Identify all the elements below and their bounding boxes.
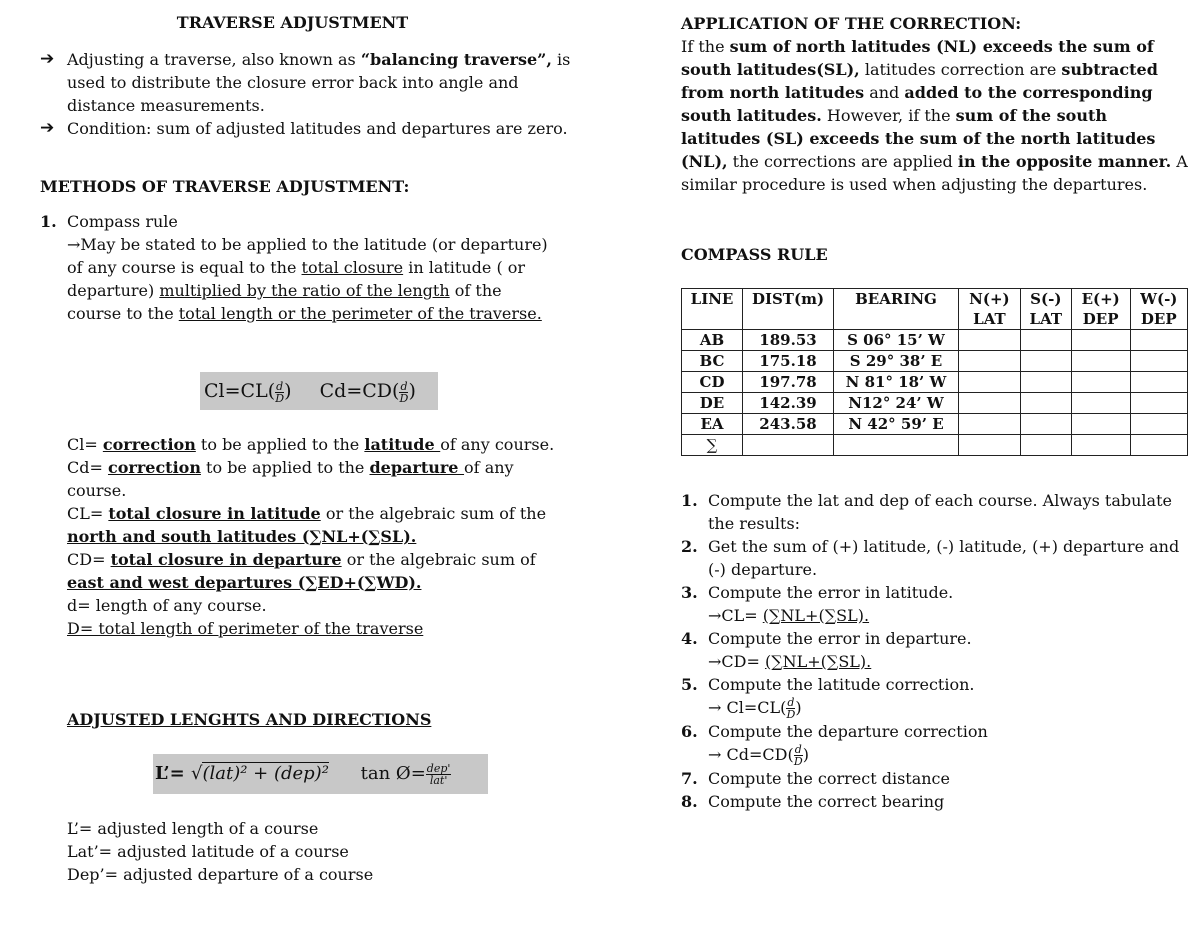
compass-rule-heading-text: COMPASS RULE — [681, 245, 828, 264]
cell-wdep — [1130, 330, 1187, 351]
def-text: of any course. — [67, 458, 514, 500]
step-sub-underline: (∑NL+(∑SL). — [762, 606, 870, 625]
step-number: 6. — [681, 722, 698, 741]
desc-underline: multiplied by the ratio of the length — [159, 281, 450, 300]
table-row — [682, 393, 1188, 414]
cell-nlat — [959, 351, 1021, 372]
def-bold: total closure in latitude — [108, 504, 321, 523]
def-text: or the algebraic sum of the — [320, 504, 547, 523]
col-header — [682, 289, 743, 330]
desc-part: in latitude ( or departure) — [67, 258, 526, 300]
def-bold: east and west departures (∑ED+(∑WD). — [67, 573, 422, 592]
step-item — [681, 627, 1191, 673]
intro-bullets — [40, 48, 575, 140]
cell-dist: 189.53 — [743, 330, 834, 351]
app-bold: sum of the south latitudes (SL) exceeds the sum of the north latitudes (NL), — [681, 106, 1156, 171]
header-label: N(+) — [969, 290, 1010, 308]
header-label: BEARING — [855, 290, 937, 308]
def-cl — [67, 433, 577, 456]
step-item — [681, 673, 1191, 720]
page-title — [40, 12, 545, 34]
desc-part: →May be stated to be applied to the latitude (or departure) of any course is equal to the — [67, 235, 548, 277]
step-text: Compute the lat and dep of each course. Always tabulate the results: — [708, 491, 1172, 533]
def-text: to be applied to the — [195, 435, 365, 454]
application-paragraph — [681, 35, 1191, 196]
cell-line: AB — [682, 330, 743, 351]
app-text: A similar procedure is used when adjusting the departures. — [681, 152, 1188, 194]
cell-line: BC — [682, 351, 743, 372]
fraction-denominator: D — [786, 708, 796, 721]
cell-wdep — [1130, 435, 1187, 456]
cell-bearing: N 42° 59’ E — [834, 414, 959, 435]
app-text: and — [864, 83, 905, 102]
method-number: 1. — [40, 212, 57, 231]
cell-slat — [1020, 393, 1071, 414]
fraction-denominator: lat' — [429, 773, 448, 787]
header-sublabel: LAT — [1029, 310, 1063, 328]
cl-formula: Cl=CL( — [204, 380, 276, 402]
step-formula: → Cl=CL( — [708, 698, 787, 717]
cell-line: DE — [682, 393, 743, 414]
def-label: CL= — [67, 504, 109, 523]
col-header — [1020, 289, 1071, 330]
cell-slat — [1020, 435, 1071, 456]
step-number: 5. — [681, 675, 698, 694]
cell-edep — [1071, 351, 1130, 372]
def-adjusted-departure: Dep’= adjusted departure of a course — [67, 865, 374, 884]
fraction-numerator: d — [787, 696, 795, 709]
def-d: d= length of any course. — [67, 596, 267, 615]
bullet-bold: “balancing traverse”, — [360, 50, 552, 69]
step-number: 7. — [681, 769, 698, 788]
paren: ) — [408, 380, 416, 402]
fraction — [426, 763, 452, 786]
app-bold: in the opposite manner. — [957, 152, 1172, 171]
fraction-denominator: D — [793, 755, 803, 768]
def-bold: departure — [369, 458, 465, 477]
cell-nlat — [959, 393, 1021, 414]
cell-edep — [1071, 435, 1130, 456]
col-header — [1130, 289, 1187, 330]
cell-line: CD — [682, 372, 743, 393]
step-text: Compute the departure correction — [708, 722, 988, 741]
cell-nlat — [959, 435, 1021, 456]
def-CD — [67, 548, 577, 594]
application-heading-text: APPLICATION OF THE CORRECTION: — [681, 14, 1022, 33]
cell-edep — [1071, 414, 1130, 435]
cell-bearing — [834, 435, 959, 456]
app-text: If the — [681, 37, 730, 56]
fraction — [275, 381, 284, 404]
step-item — [681, 489, 1191, 535]
def-bold: correction — [107, 458, 201, 477]
step-text: Compute the latitude correction. — [708, 675, 975, 694]
desc-underline: total length or the perimeter of the traverse. — [178, 304, 542, 323]
cell-dist: 142.39 — [743, 393, 834, 414]
def-bold: latitude — [364, 435, 441, 454]
cell-slat — [1020, 414, 1071, 435]
table-row — [682, 351, 1188, 372]
cell-nlat — [959, 414, 1021, 435]
step-sub — [708, 604, 953, 627]
bullet-item — [40, 117, 575, 140]
bullet-text-end: is used to distribute the closure error back into angle and distance measurements. — [67, 50, 571, 115]
def-bold: correction — [102, 435, 196, 454]
def-adjusted-length: L’= adjusted length of a course — [67, 819, 319, 838]
header-label: W(-) — [1140, 290, 1178, 308]
col-header — [834, 289, 959, 330]
sqrt-body: (lat)² + (dep)² — [202, 763, 329, 784]
step-number: 2. — [681, 537, 698, 556]
methods-heading-text: METHODS OF TRAVERSE ADJUSTMENT: — [40, 177, 410, 196]
fraction-denominator: D — [275, 391, 285, 405]
table-row — [682, 372, 1188, 393]
app-bold: sum of north latitudes (NL) exceeds the sum of south latitudes(SL), — [681, 37, 1154, 79]
step-item — [681, 720, 1191, 767]
def-label: Cl= — [67, 435, 103, 454]
paren: ) — [284, 380, 292, 402]
adjusted-definitions — [67, 817, 567, 886]
method-compass-rule — [40, 210, 560, 325]
cell-bearing: N 81° 18’ W — [834, 372, 959, 393]
app-bold: subtracted from north latitudes — [681, 60, 1158, 102]
fraction-denominator: D — [399, 391, 409, 405]
cell-bearing: S 06° 15’ W — [834, 330, 959, 351]
desc-underline: total closure — [301, 258, 404, 277]
def-label: CD= — [67, 550, 111, 569]
header-label: S(-) — [1030, 290, 1062, 308]
def-text: of any course. — [440, 435, 555, 454]
step-sub-formula — [708, 743, 988, 767]
header-label: E(+) — [1081, 290, 1120, 308]
fraction-numerator: d — [400, 379, 408, 393]
table-row — [682, 330, 1188, 351]
paren: ) — [802, 745, 809, 764]
app-text: latitudes correction are — [859, 60, 1062, 79]
cell-edep — [1071, 393, 1130, 414]
step-number: 1. — [681, 491, 698, 510]
step-sub-underline: (∑NL+(∑SL). — [764, 652, 872, 671]
cell-wdep — [1130, 372, 1187, 393]
step-text: Compute the error in departure. — [708, 629, 972, 648]
step-item — [681, 535, 1191, 581]
def-text: or the algebraic sum of — [341, 550, 536, 569]
cell-bearing: N12° 24’ W — [834, 393, 959, 414]
compass-rule-table — [681, 288, 1188, 456]
method-name: Compass rule — [67, 212, 178, 231]
cell-slat — [1020, 351, 1071, 372]
step-item — [681, 581, 1191, 627]
app-text: the corrections are applied — [727, 152, 958, 171]
cell-nlat — [959, 330, 1021, 351]
col-header — [743, 289, 834, 330]
cell-nlat — [959, 372, 1021, 393]
compass-rule-heading — [681, 244, 828, 266]
cell-edep — [1071, 372, 1130, 393]
adjusted-heading-text: ADJUSTED LENGHTS AND DIRECTIONS — [67, 710, 432, 729]
header-sublabel: LAT — [973, 310, 1006, 328]
def-label: Cd= — [67, 458, 108, 477]
bullet-item — [40, 48, 575, 117]
adjusted-heading — [67, 709, 431, 731]
step-number: 4. — [681, 629, 698, 648]
cell-slat — [1020, 372, 1071, 393]
step-number: 8. — [681, 792, 698, 811]
fraction-numerator: dep' — [426, 761, 451, 775]
step-text: Get the sum of (+) latitude, (-) latitude, (+) departure and (-) departure. — [708, 537, 1180, 579]
step-sub-text: →CL= — [708, 606, 763, 625]
cell-slat — [1020, 330, 1071, 351]
def-CL — [67, 502, 577, 548]
traverse-adjustment-title: TRAVERSE ADJUSTMENT — [176, 13, 409, 32]
step-sub-formula — [708, 696, 975, 720]
header-sublabel: DEP — [1140, 310, 1177, 328]
col-header — [959, 289, 1021, 330]
col-header — [1071, 289, 1130, 330]
method-description — [67, 233, 560, 325]
def-underline: D= total length of perimeter of the traverse — [67, 619, 424, 638]
sum-icon: ∑ — [682, 435, 743, 456]
cell-wdep — [1130, 414, 1187, 435]
methods-heading — [40, 176, 409, 198]
adjusted-length-formula: L’= — [155, 763, 191, 784]
definitions — [67, 433, 577, 640]
def-adjusted-latitude: Lat’= adjusted latitude of a course — [67, 842, 349, 861]
def-cd — [67, 456, 577, 502]
step-text: Compute the correct distance — [708, 769, 950, 788]
step-number: 3. — [681, 583, 698, 602]
step-text: Compute the error in latitude. — [708, 583, 954, 602]
cell-dist: 243.58 — [743, 414, 834, 435]
application-heading — [681, 13, 1021, 35]
arrow-icon: ➔ — [40, 118, 55, 138]
header-sublabel: DEP — [1082, 310, 1119, 328]
tan-formula: tan Ø= — [360, 763, 426, 784]
cell-wdep — [1130, 351, 1187, 372]
cell-edep — [1071, 330, 1130, 351]
fraction-numerator: d — [276, 379, 284, 393]
arrow-icon: ➔ — [40, 49, 55, 69]
def-bold: north and south latitudes (∑NL+(∑SL). — [67, 527, 417, 546]
cell-line: EA — [682, 414, 743, 435]
def-bold: total closure in departure — [110, 550, 342, 569]
cell-dist: 197.78 — [743, 372, 834, 393]
header-label: LINE — [690, 290, 734, 308]
cd-formula: Cd=CD( — [319, 380, 400, 402]
compass-formula-box — [200, 372, 438, 410]
table-header-row — [682, 289, 1188, 330]
application-text — [681, 35, 1191, 196]
table-row — [682, 414, 1188, 435]
step-item — [681, 767, 1191, 790]
step-sub-text: →CD= — [708, 652, 765, 671]
sqrt-icon: √ — [190, 763, 203, 784]
adjusted-formula-box — [153, 754, 488, 794]
def-text: to be applied to the — [200, 458, 370, 477]
fraction — [794, 744, 803, 767]
header-label: DIST(m) — [751, 290, 825, 308]
cell-wdep — [1130, 393, 1187, 414]
def-D — [67, 617, 577, 640]
cell-bearing: S 29° 38’ E — [834, 351, 959, 372]
step-formula: → Cd=CD( — [708, 745, 794, 764]
steps-list — [681, 489, 1191, 813]
cell-dist — [743, 435, 834, 456]
step-text: Compute the correct bearing — [708, 792, 945, 811]
desc-part: of the course to the — [67, 281, 502, 323]
cell-dist: 175.18 — [743, 351, 834, 372]
step-item — [681, 790, 1191, 813]
fraction-numerator: d — [794, 743, 802, 756]
bullet-text: Condition: sum of adjusted latitudes and departures are zero. — [67, 119, 568, 138]
paren: ) — [795, 698, 802, 717]
app-text: However, if the — [821, 106, 956, 125]
bullet-text: Adjusting a traverse, also known as — [67, 50, 361, 69]
step-sub — [708, 650, 972, 673]
app-bold: added to the corresponding south latitudes. — [681, 83, 1153, 125]
table-sum-row — [682, 435, 1188, 456]
